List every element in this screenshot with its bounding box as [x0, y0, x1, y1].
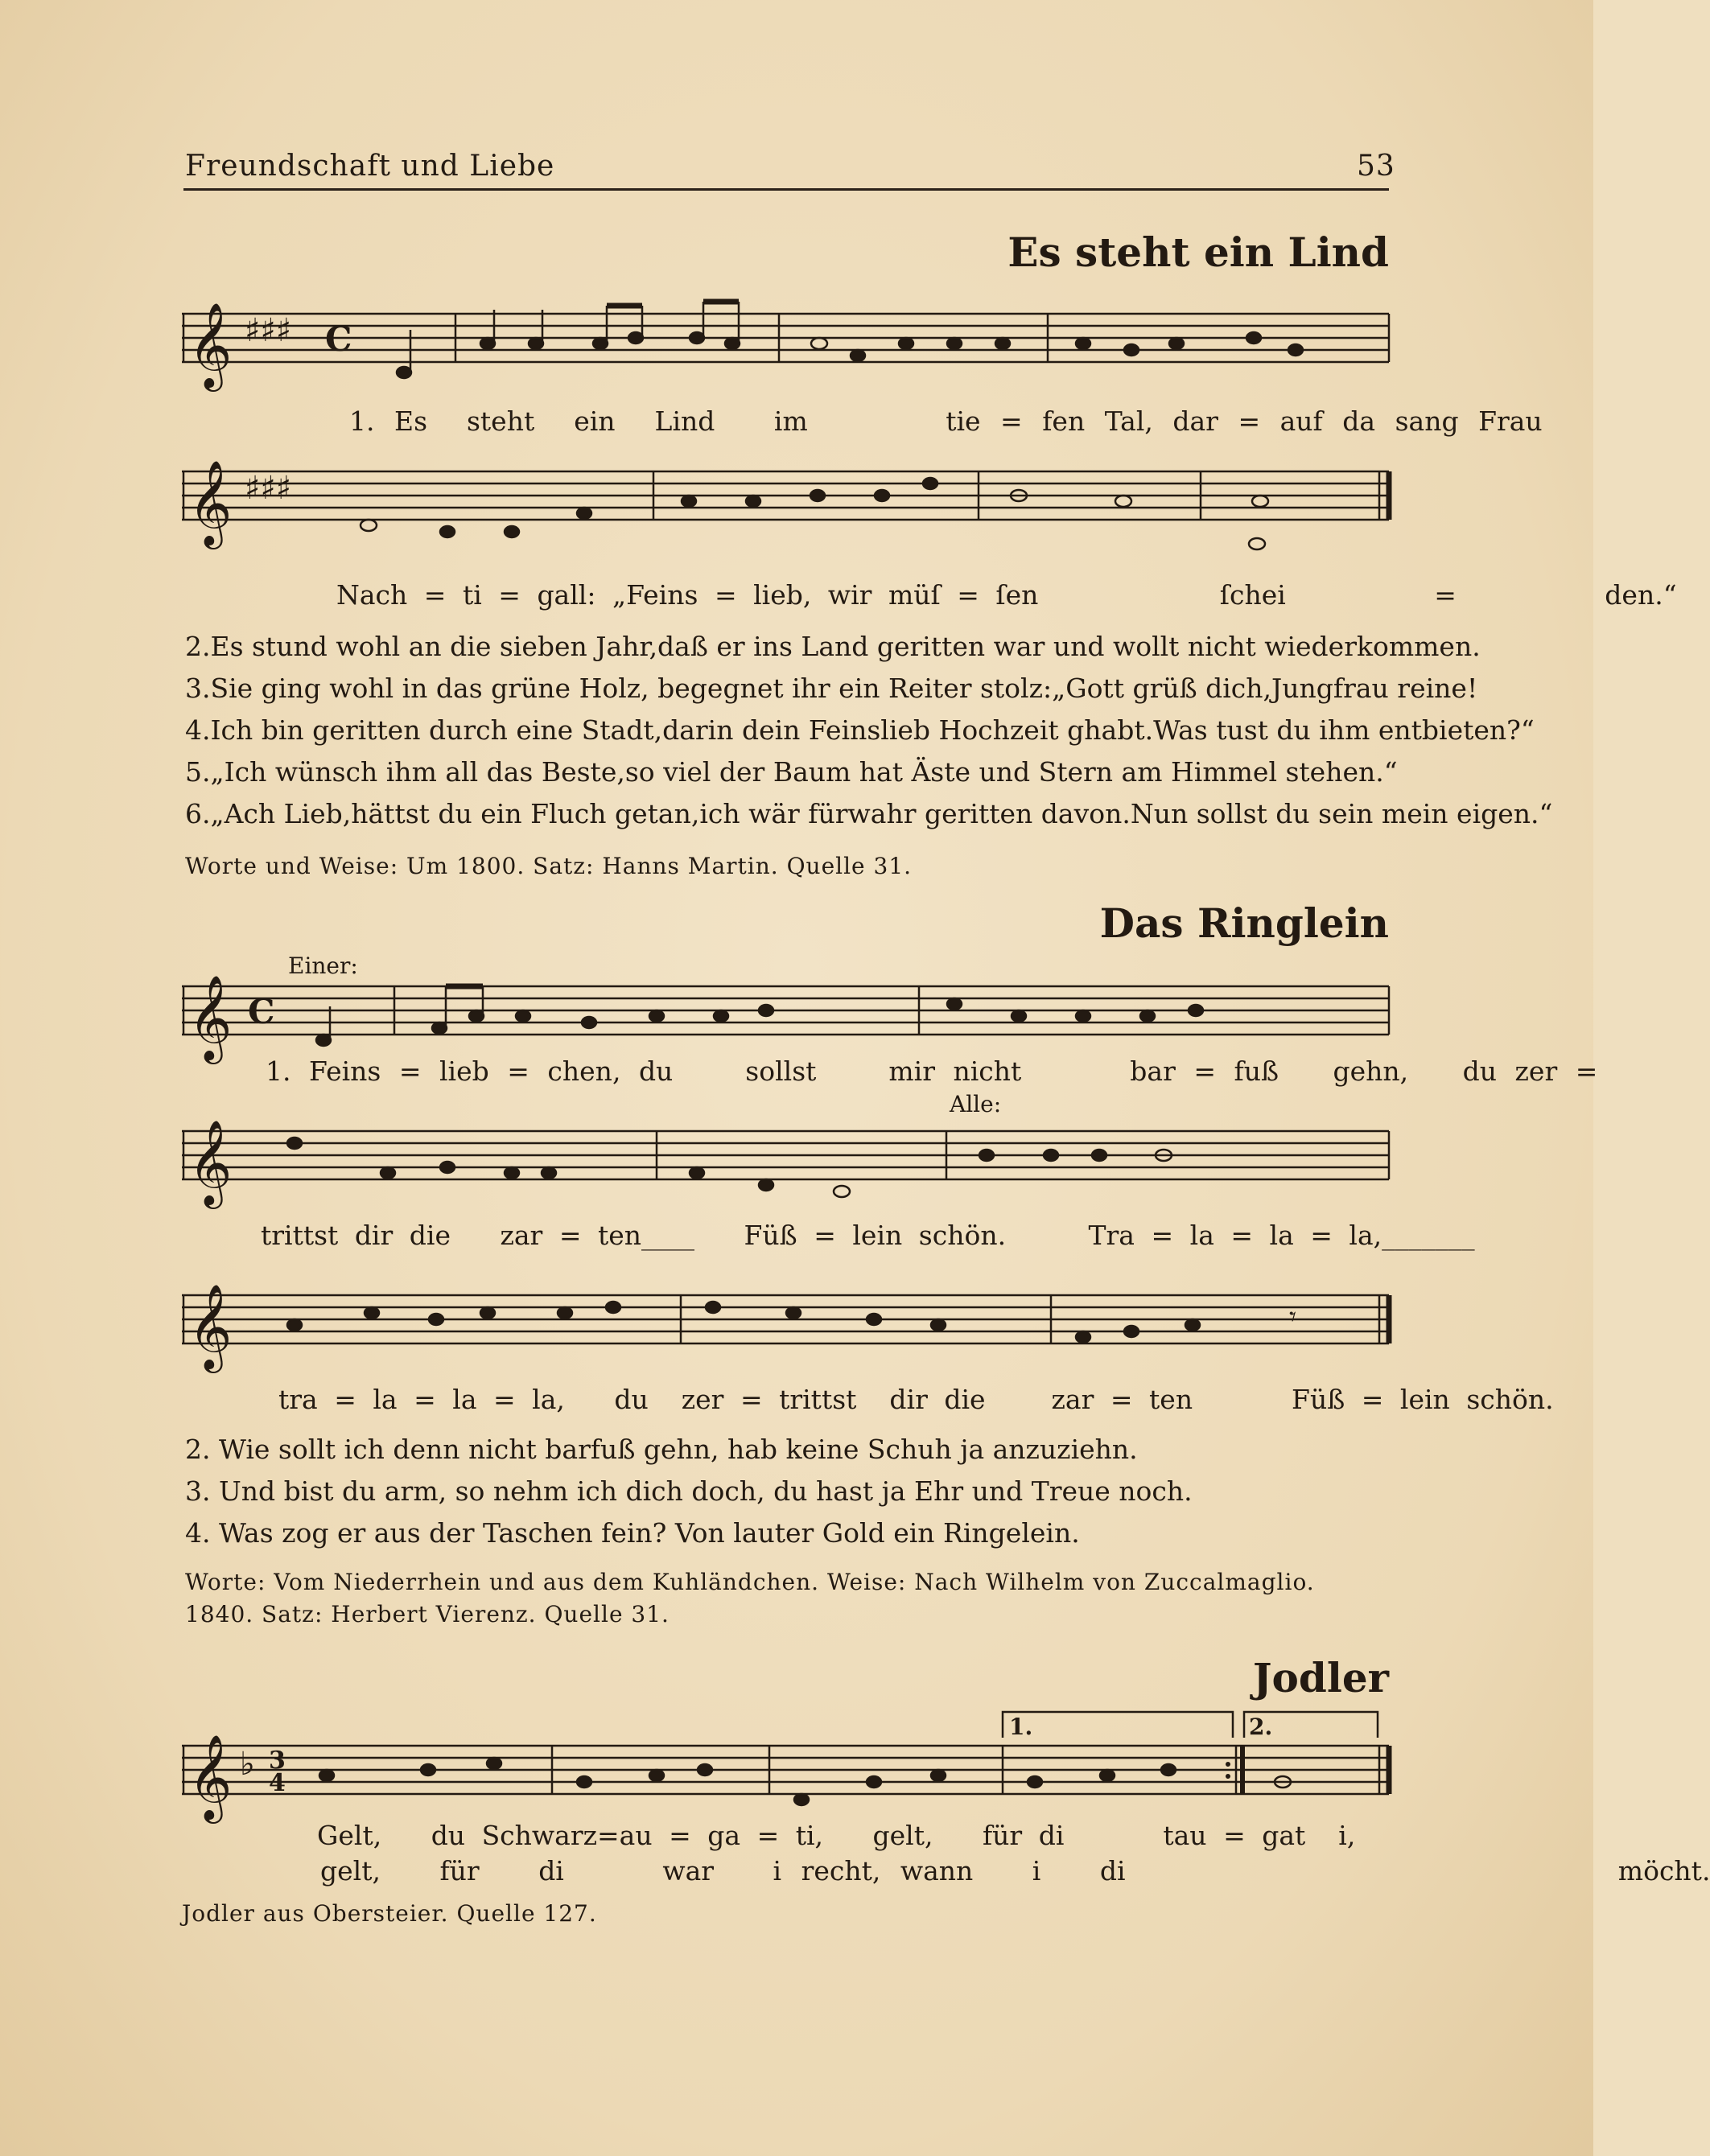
music-staff [182, 447, 1394, 576]
lyrics-line: 1. Es steht ein Lind im tie = fen Tal, dar = auf da sang Frau [349, 405, 1543, 437]
lyrics-line: tra = la = la = la, du zer = trittst dir die zar = ten Füß = lein schön. [278, 1384, 1554, 1415]
svg-text:𝄞: 𝄞 [188, 1734, 233, 1820]
music-staff [182, 1271, 1394, 1376]
svg-text:♯♯♯: ♯♯♯ [245, 470, 292, 507]
song-source: 1840. Satz: Herbert Vierenz. Quelle 31. [185, 1601, 670, 1627]
verse: 4.Ich bin geritten durch eine Stadt,darin dein Feinslieb Hochzeit ghabt.Was tust du ihm entbieten?“ [185, 714, 1535, 746]
svg-text:3: 3 [269, 1747, 286, 1775]
verse: 4. Was zog er aus der Taschen fein? Von lauter Gold ein Ringelein. [185, 1517, 1080, 1549]
music-staff [182, 1107, 1394, 1212]
song-title: Jodler [1252, 1654, 1389, 1701]
svg-text:𝄞: 𝄞 [188, 1119, 233, 1205]
song-title: Es steht ein Lind [1007, 228, 1389, 276]
svg-text:𝄞: 𝄞 [188, 459, 233, 545]
song-source: Worte: Vom Niederrhein und aus dem Kuhländchen. Weise: Nach Wilhelm von Zuccalmaglio. [185, 1569, 1315, 1595]
song-source: Worte und Weise: Um 1800. Satz: Hanns Martin. Quelle 31. [185, 853, 913, 879]
lyrics-line: Gelt, du Schwarz=au = ga = ti, gelt, für di tau = gat i, [317, 1820, 1356, 1851]
verse: 2.Es stund wohl an die sieben Jahr,daß er ins Land geritten war und wollt nicht wiederkommen. [185, 631, 1481, 662]
lyrics-line: gelt, für di war i recht, wann i di möcht. [320, 1855, 1710, 1886]
music-staff [182, 290, 1394, 410]
svg-text:𝄾: 𝄾 [1289, 1301, 1297, 1333]
svg-text:C: C [248, 992, 275, 1031]
verse: 6.„Ach Lieb,hättst du ein Fluch getan,ich wär fürwahr geritten davon.Nun sollst du sein mein eigen.“ [185, 798, 1553, 829]
verse: 3. Und bist du arm, so nehm ich dich doch, du hast ja Ehr und Treue noch. [185, 1475, 1193, 1507]
svg-text:4: 4 [269, 1769, 286, 1797]
music-staff [182, 962, 1394, 1067]
svg-text:𝄞: 𝄞 [188, 1283, 233, 1369]
verse: 2. Wie sollt ich denn nicht barfuß gehn, hab keine Schuh ja anzuziehn. [185, 1434, 1138, 1465]
ending-2: 2. [1249, 1714, 1273, 1740]
svg-text:♯♯♯: ♯♯♯ [245, 312, 292, 349]
chorus-label: Alle: [950, 1091, 1002, 1117]
lyrics-line: 1. Feins = lieb = chen, du sollst mir nicht bar = fuß gehn, du zer = [266, 1055, 1598, 1087]
verse: 5.„Ich wünsch ihm all das Beste,so viel der Baum hat Äste und Stern am Himmel stehen.“ [185, 756, 1398, 788]
treble-clef: 𝄞 [188, 302, 233, 388]
running-header-section: Freundschaft und Liebe [185, 150, 555, 183]
lyrics-line: Nach = ti = gall: „Feins = lieb, wir müſ = ſen ſchei = den.“ [336, 579, 1677, 611]
svg-text:C: C [325, 319, 352, 359]
lyrics-line: trittst dir die zar = ten____ Füß = lein schön. Tra = la = la = la,_______ [261, 1220, 1475, 1251]
verse: 3.Sie ging wohl in das grüne Holz, begegnet ihr ein Reiter stolz:„Gott grüß dich,Jungfrau reine! [185, 673, 1478, 704]
song-source: Jodler aus Obersteier. Quelle 127. [182, 1900, 597, 1927]
song-title: Das Ringlein [1099, 899, 1389, 947]
header-rule [183, 188, 1389, 191]
music-staff [182, 1705, 1394, 1834]
svg-text:♭: ♭ [240, 1746, 255, 1783]
page-number: 53 [1357, 150, 1395, 183]
voice-label: Einer: [288, 953, 358, 979]
ending-1: 1. [1009, 1714, 1033, 1740]
svg-text:𝄞: 𝄞 [188, 974, 233, 1060]
